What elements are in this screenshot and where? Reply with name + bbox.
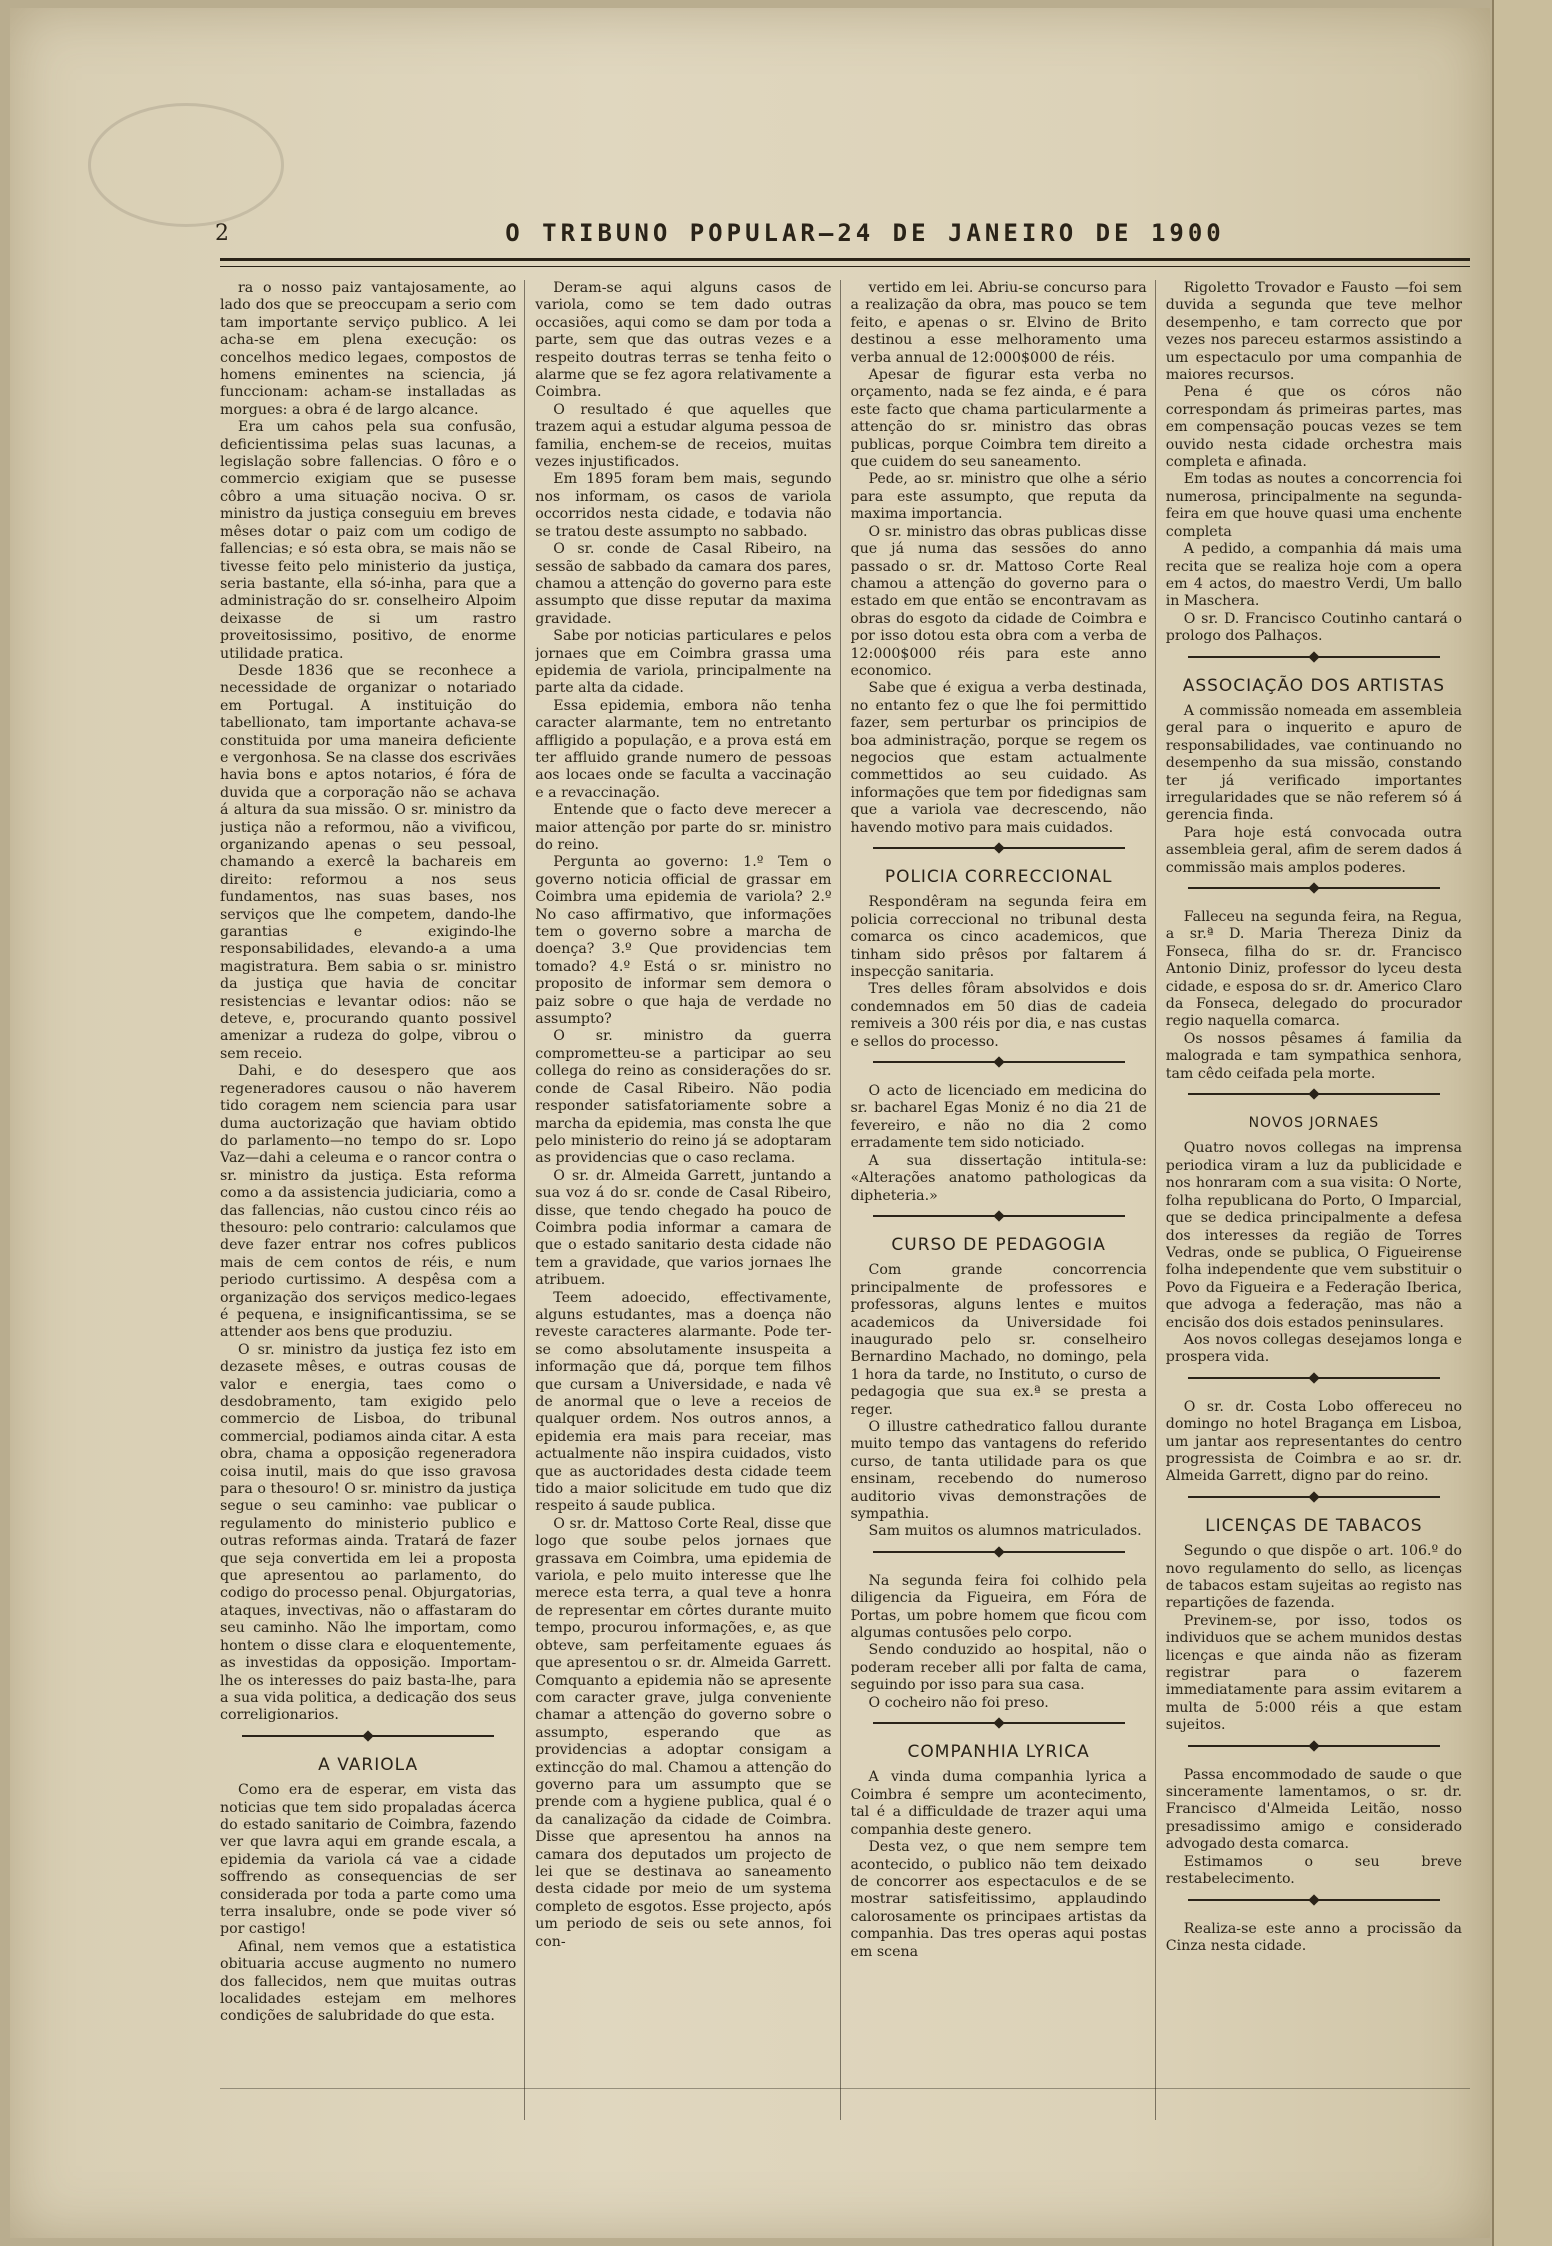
paragraph: Pede, ao sr. ministro que olhe a sério para este assumpto, que reputa da maxima importancia. [850, 471, 1147, 523]
paragraph: Dahi, e do desespero que aos regeneradores causou o não haverem tido coragem nem sciencia para usar duma auctorização que haviam obtido do parlamento—no tempo do sr. Lopo Vaz—dahi a celeuma e o rancor contra o sr. ministro da justiça. Esta reforma como a da assistencia judiciaria, como a das fallencias, não custou cinco réis ao thesouro: pelo contrario: calculamos que deve fazer entrar nos cofres publicos mais de cem contos de réis, e num periodo curtissimo. A despêsa com a organização dos serviços medico-legaes é pequena, e insignificantissima, se se attender aos bens que produziu. [220, 1063, 517, 1341]
paragraph: Respondêram na segunda feira em policia correccional no tribunal desta comarca os cinco academicos, que tinham sido prêsos por faltarem á inspecção sanitaria. [850, 894, 1147, 981]
bottom-rule [220, 2088, 1470, 2089]
column-4 [1166, 280, 1470, 2120]
section-title-variola: A VARIOLA [318, 1754, 419, 1775]
paragraph: Teem adoecido, effectivamente, alguns estudantes, mas a doença não reveste caracteres alarmante. Pode ter-se como absolutamente insuspeita a informação que dá, porque tem filhos que cursam a Universidade, e nada vê de anormal que o leve a receios de qualquer ordem. Nos outros annos, a epidemia era mais para receiar, mas actualmente não inspira cuidados, visto que as auctoridades desta cidade teem tido a maior solicitude em tudo que diz respeito á saude publica. [535, 1289, 832, 1515]
paragraph: Falleceu na segunda feira, na Regua, a sr.ª D. Maria Thereza Diniz da Fonseca, filha do sr. dr. Francisco Antonio Diniz, professor do lyceu desta cidade, e esposa do sr. dr. Americo Claro da Fonseca, delegado do procurador regio naquella comarca. [1165, 909, 1462, 1030]
paragraph: Quatro novos collegas na imprensa periodica viram a luz da publicidade e nos honraram com a sua visita: O Norte, folha republicana do Porto, O Imparcial, que se dedica principalmente a defesa dos interesses da região de Torres Vedras, onde se publica, O Figueirense folha independente que vem substituir o Povo da Figueira e a Federação Iberica, que advoga a federação, mas não a encisão dos dois estados peninsulares. [1165, 1140, 1462, 1331]
paragraph: Sabe por noticias particulares e pelos jornaes que em Coimbra grassa uma epidemia de variola, principalmente na parte alta da cidade. [535, 628, 832, 697]
ornament-divider [1188, 1496, 1440, 1508]
section-title-policia: POLICIA CORRECCIONAL [884, 867, 1113, 887]
paragraph: Entende que o facto deve merecer a maior attenção por parte do sr. ministro do reino. [535, 802, 832, 853]
paragraph: Desta vez, o que nem sempre tem acontecido, o publico não tem deixado de concorrer aos espectaculos e de se mostrar satisfeitissimo, applaudindo calorosamente os principaes artistas da companhia. Das tres operas aqui postas em scena [850, 1839, 1147, 1960]
paragraph: Afinal, nem vemos que a estatistica obituaria accuse augmento no numero dos fallecidos, nem que muitas outras localidades estejam em melhores condições de salubridade do que esta. [220, 1938, 517, 2025]
paragraph: Passa encommodado de saude o que sinceramente lamentamos, o sr. dr. Francisco d'Almeida Leitão, nosso presadissimo amigo e considerado advogado desta comarca. [1165, 1766, 1462, 1853]
section-title-companhia: COMPANHIA LYRICA [907, 1742, 1090, 1763]
ornament-divider [1188, 887, 1440, 899]
paragraph: O acto de licenciado em medicina do sr. bacharel Egas Moniz é no dia 21 de fevereiro, e não no dia 2 como erradamente tem sido noticiado. [850, 1083, 1147, 1152]
paragraph: vertido em lei. Abriu-se concurso para a realização da obra, mas pouco se tem feito, e apenas o sr. Elvino de Brito destinou a esse melhoramento uma verba annual de 12:000$000 de réis. [850, 280, 1147, 366]
paragraph: Realiza-se este anno a procissão da Cinza nesta cidade. [1165, 1920, 1462, 1954]
paragraph: A vinda duma companhia lyrica a Coimbra é sempre um acontecimento, tal é a difficuldade de trazer aqui uma companhia deste genero. [850, 1769, 1147, 1838]
paragraph: Desde 1836 que se reconhece a necessidade de organizar o notariado em Portugal. A instituição do tabellionato, tam importante achava-se constituida por uma maneira deficiente e vergonhosa. Se na classe dos escrivães havia bons e aptos notarios, é fóra de duvida que a corporação não se achava á altura da sua missão. O sr. ministro da justiça não a reformou, não a vivificou, organizando apenas o seu pessoal, chamando a exercê la bachareis em direito: reformou a nos seus fundamentos, nas suas bases, nos serviços que lhe competem, dando-lhe garantias e exigindo-lhe responsabilidades, elevando-a a uma magistratura. Bem sabia o sr. ministro da justiça que havia de concitar resistencias e levantar odios: não se deteve, e, procurando quanto possivel amenizar a rudeza do golpe, vibrou o sem receio. [220, 662, 517, 1062]
paragraph: O sr. dr. Costa Lobo offereceu no domingo no hotel Bragança em Lisboa, um jantar aos representantes do centro progressista de Coimbra e ao sr. dr. Almeida Garrett, digno par do reino. [1165, 1398, 1462, 1485]
paragraph: O sr. ministro das obras publicas disse que já numa das sessões do anno passado o sr. dr. Mattoso Corte Real chamou a attenção do governo para o estado em que então se encontravam as obras do esgoto da cidade de Coimbra e por isso dotou esta obra com a verba de 12:000$000 réis para este anno economico. [850, 523, 1147, 679]
paragraph: O sr. ministro da justiça fez isto em dezasete mêses, e outras cousas de valor e energia, taes como o desdobramento, tam exigido pelo commercio de Lisboa, do tribunal commercial, podiamos ainda citar. A esta obra, chama a opposição regeneradora coisa inutil, mais do que isso gravosa para o thesouro! O sr. ministro da justiça segue o seu caminho: vae publicar o regulamento do ministerio publico e outras reformas ainda. Tratará de fazer que seja convertida em lei a proposta que apresentou ao parlamento, do codigo do processo penal. Objurgatorias, ataques, invectivas, não o affastaram do seu caminho. Não lhe importam, como hontem o disse clara e eloquentemente, as investidas da opposição. Importam-lhe os interesses do paiz basta-lhe, para a sua vida politica, a dedicação dos seus correligionarios. [220, 1341, 517, 1724]
paragraph: Segundo o que dispõe o art. 106.º do novo regulamento do sello, as licenças de tabacos estam sujeitas ao registo nas repartições de fazenda. [1165, 1543, 1462, 1612]
paragraph: Sabe que é exigua a verba destinada, no entanto fez o que lhe foi permittido fazer, sem perturbar os principios de boa administração, porque se regem os negocios que estam actualmente commettidos ao seu cuidado. As informações que tem por fidedignas sam que a variola vae decrescendo, não havendo motivo para mais cuidados. [850, 680, 1147, 836]
paragraph: Era um cahos pela sua confusão, deficientissima pelas suas lacunas, a legislação sobre fallencias. O fôro e o commercio exigiam que se pusesse côbro a uma situação nociva. O sr. ministro da justiça conseguiu em breves mêses dotar o paiz com um codigo de fallencias; e só esta obra, se mais não se tivesse feito pelo ministerio da justiça, seria bastante, ella só-inha, para que a administração do sr. conselheiro Alpoim deixasse de si um rastro proveitosissimo, positivo, de enorme utilidade pratica. [220, 419, 517, 662]
paragraph: Como era de esperar, em vista das noticias que tem sido propaladas ácerca do estado sanitario de Coimbra, fazendo ver que lavra aqui em grande escala, a epidemia da variola cá vae a cidade soffrendo as consequencias de ser considerada por toda a parte como uma terra insalubre, onde se pode viver só por castigo! [220, 1782, 517, 1938]
paragraph: Em todas as noutes a concorrencia foi numerosa, principalmente na segunda-feira em que houve quasi uma enchente completa [1165, 471, 1462, 540]
newspaper-page [10, 8, 1490, 2238]
paragraph: O sr. dr. Almeida Garrett, juntando a sua voz á do sr. conde de Casal Ribeiro, disse, que tendo chegado ha pouco de Coimbra podia informar a camara de que o estado sanitario desta cidade não tem a gravidade, que varios jornaes lhe atribuem. [535, 1167, 832, 1289]
ornament-divider [1188, 1899, 1440, 1911]
adjacent-page-edge [1492, 0, 1552, 2246]
paragraph: Sam muitos os alumnos matriculados. [868, 1523, 1142, 1540]
paragraph: O cocheiro não foi preso. [868, 1694, 1049, 1711]
paragraph: A commissão nomeada em assembleia geral para o inquerito e apuro de responsabilidades, vae continuando no desempenho da sua missão, constando ter já verificado importantes irregularidades que se não referem só á gerencia finda. [1165, 702, 1462, 824]
paragraph: Deram-se aqui alguns casos de variola, como se tem dado outras occasiões, aqui como se dam por toda a parte, sem que das outras vezes e a respeito doutras terras se tenha feito o alarme que se fez agora relativamente a Coimbra. [535, 280, 832, 401]
ornament-divider [1188, 1377, 1440, 1389]
column-1 [220, 280, 525, 2120]
column-3 [851, 280, 1156, 2120]
paragraph: A pedido, a companhia dá mais uma recita que se realiza hoje com a opera em 4 actos, do maestro Verdi, Um ballo in Maschera. [1165, 541, 1462, 610]
paragraph: ra o nosso paiz vantajosamente, ao lado dos que se preoccupam a serio com tam importante serviço publico. A lei acha-se em plena execução: os concelhos medico legaes, compostos de homens eminentes na sciencia, já funccionam: acham-se installadas as morgues: a obra é de largo alcance. [220, 280, 517, 418]
header-rule [220, 258, 1470, 267]
page-header [215, 213, 1475, 253]
paragraph: O illustre cathedratico fallou durante muito tempo das vantagens do referido curso, de tanta utilidade para os que ensinam, recebendo do numeroso auditorio vivas demonstrações de sympathia. [850, 1418, 1147, 1522]
ornament-divider [873, 1722, 1125, 1734]
ornament-divider [873, 1551, 1125, 1563]
paragraph: Tres delles fôram absolvidos e dois condemnados em 50 dias de cadeia remiveis a 300 réis por dia, e nas custas e sellos do processo. [850, 981, 1147, 1050]
paragraph: A sua dissertação intitula-se: «Alterações anatomo pathologicas da dipheteria.» [850, 1152, 1147, 1204]
paragraph: Estimamos o seu breve restabelecimento. [1165, 1853, 1462, 1888]
page-number: 2 [215, 220, 229, 246]
paragraph: Essa epidemia, embora não tenha caracter alarmante, tem no entretanto affligido a população, e a prova está em ter affluido grande numero de pessoas aos locaes onde se faculta a vaccinação e a revaccinação. [535, 697, 832, 801]
column-2 [535, 280, 840, 2120]
section-title-curso: CURSO DE PEDAGOGIA [891, 1234, 1106, 1255]
ornament-divider [873, 1061, 1125, 1073]
paragraph: Previnem-se, por isso, todos os individuos que se achem munidos destas licenças e que ainda não as fizeram registrar para o fazerem immediatamente para assim evitarem a multa de 5:000 réis a que estam sujeitos. [1165, 1612, 1462, 1734]
paragraph: Pergunta ao governo: 1.º Tem o governo noticia official de grassar em Coimbra uma epidemia de variola? 2.º No caso affirmativo, que informações tem o governo sobre a marcha de doença? 3.º Que providencias tem tomado? 4.º Está o sr. ministro no proposito de informar sem demora o paiz sobre o que haja de verdade no assumpto? [535, 854, 832, 1028]
paragraph: Apesar de figurar esta verba no orçamento, nada se fez ainda, e é para este facto que chama particularmente a attenção do sr. ministro das obras publicas, porque Coimbra tem direito a que cuidem do seu saneamento. [850, 367, 1147, 471]
ornament-divider [1188, 1745, 1440, 1757]
paragraph: Os nossos pêsames á familia da malograda e tam sympathica senhora, tam cêdo ceifada pela morte. [1165, 1030, 1462, 1082]
section-title-associacao: ASSOCIAÇÃO DOS ARTISTAS [1182, 675, 1446, 696]
paragraph: O sr. ministro da guerra comprometteu-se a participar ao seu collega do reino as considerações do sr. conde de Casal Ribeiro. Não podia responder satisfatoriamente sobre a marcha da epidemia, mas consta lhe que pelo ministerio do reino já se adoptaram as providencias que o caso reclama. [535, 1028, 832, 1167]
paragraph: Sendo conduzido ao hospital, não o poderam receber alli por falta de cama, seguindo por isso para sua casa. [850, 1642, 1147, 1694]
paragraph: O sr. conde de Casal Ribeiro, na sessão de sabbado da camara dos pares, chamou a attenção do governo para este assumpto que disse reputar da maxima gravidade. [535, 541, 832, 627]
paragraph: Pena é que os córos não correspondam ás primeiras partes, mas em compensação poucas vezes se tem ouvido nesta cidade orchestra mais completa e afinada. [1165, 384, 1462, 471]
paragraph: O sr. D. Francisco Coutinho cantará o prologo dos Palhaços. [1165, 610, 1462, 645]
paragraph: Rigoletto Trovador e Fausto —foi sem duvida a segunda que teve melhor desempenho, e tam correcto que por vezes nos pareceu estarmos assistindo a um espectaculo por uma companhia de maiores recursos. [1165, 280, 1462, 384]
paragraph: Para hoje está convocada outra assembleia geral, afim de serem dados á commissão mais amplos poderes. [1165, 824, 1462, 876]
paragraph: O sr. dr. Mattoso Corte Real, disse que logo que soube pelos jornaes que grassava em Coimbra, uma epidemia de variola, e pelo muito interesse que lhe merece esta terra, a qual teve a honra de representar em côrtes durante muito tempo, procurou informações, e, as que obteve, sam perfeitamente eguaes ás que apresentou o sr. dr. Almeida Garrett. Comquanto a epidemia não se apresente com caracter grave, julga conveniente chamar a attenção do governo sobre o assumpto, esperando que as providencias a adoptar consigam a extincção do mal. Chamou a attenção do governo para um assumpto que se prende com a hygiene publica, qual é o da canalização da cidade de Coimbra. Disse que apresentou ha annos na camara dos deputados um projecto de lei que se destinava ao saneamento desta cidade por meio de um systema completo de esgotos. Esse projecto, após um periodo de seis ou sete annos, foi con- [535, 1515, 832, 1950]
paragraph: Aos novos collegas desejamos longa e prospera vida. [1165, 1331, 1462, 1366]
paragraph: O resultado é que aquelles que trazem aqui a estudar alguma pessoa de familia, enchem-se de receios, muitas vezes injustificados. [535, 401, 832, 471]
ornament-divider [1188, 656, 1440, 668]
section-title-licencas: LICENÇAS DE TABACOS [1205, 1515, 1423, 1536]
paragraph: Na segunda feira foi colhido pela diligencia da Figueira, em Fóra de Portas, um pobre homem que ficou com algumas contusões pelo corpo. [850, 1572, 1147, 1642]
ornament-divider [873, 847, 1125, 859]
ornament-divider [1188, 1093, 1440, 1105]
library-stamp [88, 103, 284, 227]
masthead: O TRIBUNO POPULAR—24 DE JANEIRO DE 1900 [505, 219, 1225, 247]
ornament-divider [873, 1215, 1125, 1227]
columns [220, 280, 1470, 2120]
ornament-divider [242, 1735, 494, 1747]
paragraph: Com grande concorrencia principalmente de professores e professoras, alguns lentes e muitos academicos da Universidade foi inaugurado pelo sr. conselheiro Bernardino Machado, no domingo, pela 1 hora da tarde, no Instituto, o curso de pedagogia que sua ex.ª se presta a reger. [850, 1262, 1147, 1418]
paragraph: Em 1895 foram bem mais, segundo nos informam, os casos de variola occorridos nesta cidade, e todavia não se tratou deste assumpto no sabbado. [535, 471, 832, 540]
section-title-novos-jornaes: NOVOS JORNAES [1248, 1115, 1380, 1132]
